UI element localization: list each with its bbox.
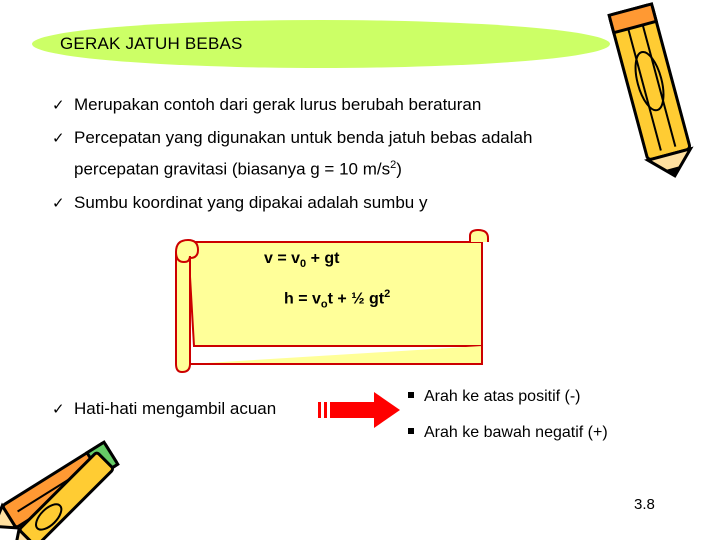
check-icon: ✓ <box>52 96 65 114</box>
square-bullet-icon <box>408 428 414 434</box>
bullet-text: Percepatan yang digunakan untuk benda jatuh bebas adalah <box>74 128 533 147</box>
bullet-text: Merupakan contoh dari gerak lurus berubah beraturan <box>74 95 482 114</box>
bullet-text: Sumbu koordinat yang dipakai adalah sumbu y <box>74 193 428 212</box>
bullet-4 <box>52 398 276 420</box>
pencils-icon <box>0 430 130 540</box>
bullet-2-continuation: percepatan gravitasi (biasanya g = 10 $m/s^2$) <box>74 159 402 179</box>
page-number: 3.8 <box>634 496 655 513</box>
arrow-right-icon <box>318 390 402 435</box>
bullet-1 <box>52 94 481 116</box>
check-icon: ✓ <box>52 400 65 418</box>
bullet-3 <box>52 192 427 214</box>
bullet-text: Hati-hati mengambil acuan <box>74 399 277 418</box>
right-bullet-2: Arah ke bawah negatif (+) <box>408 424 608 442</box>
bullet-2 <box>52 127 532 149</box>
equation-height: $h = v_ot$ + ½ $gt^2$ <box>284 288 391 311</box>
check-icon: ✓ <box>52 194 65 212</box>
page-title: GERAK JATUH BEBAS <box>60 34 243 53</box>
equation-velocity: $v = v_0$ + gt <box>264 250 340 271</box>
square-bullet-icon <box>408 392 414 398</box>
check-icon: ✓ <box>52 129 65 147</box>
right-bullet-1: Arah ke atas positif (-) <box>408 388 581 406</box>
equation-scroll <box>170 226 500 376</box>
pencil-icon <box>590 0 720 180</box>
